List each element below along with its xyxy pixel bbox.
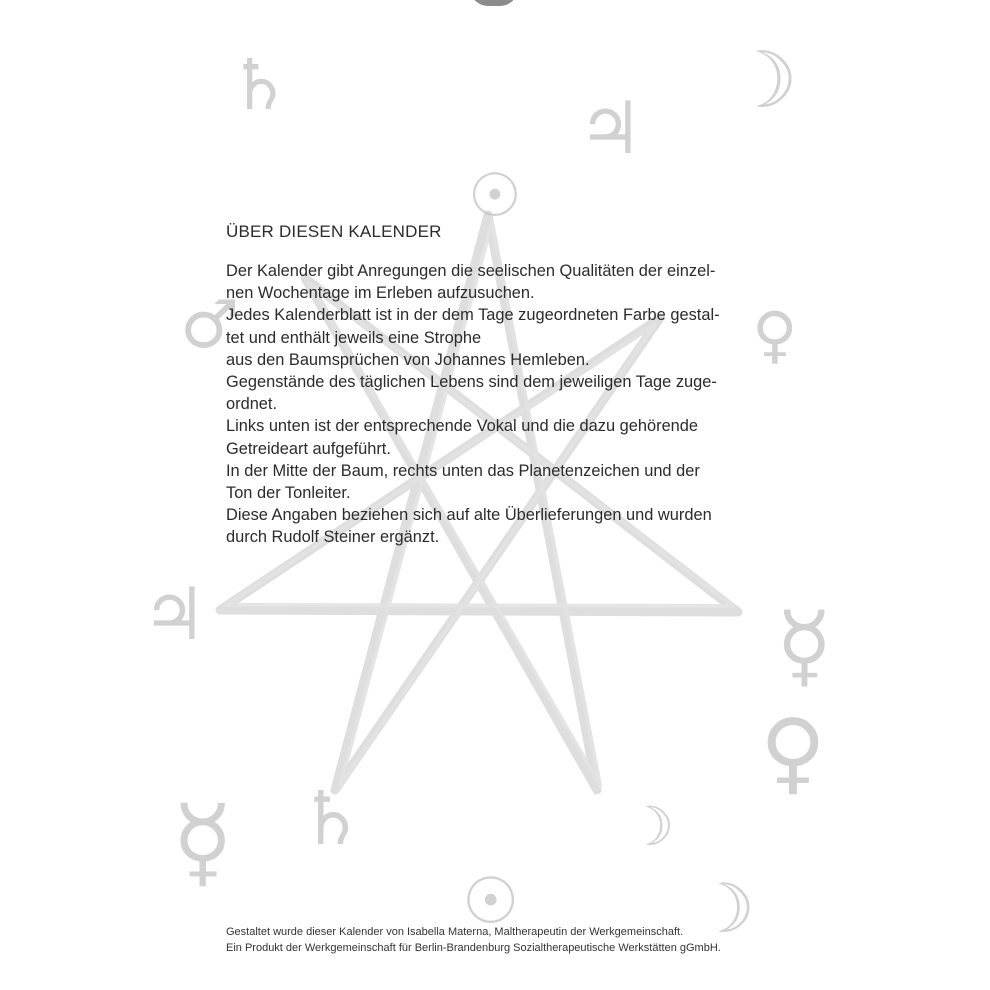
sun-icon: ☉: [468, 161, 522, 231]
body-line: Links unten ist der entsprechende Vokal und die dazu gehörende: [226, 417, 699, 436]
jupiter-icon: ♃: [142, 572, 207, 656]
body-line: ordnet.: [226, 395, 278, 414]
moon-icon: ☽: [694, 870, 755, 949]
body-line: Der Kalender gibt Anregungen die seelischen Qualitäten der einzel-: [226, 262, 716, 280]
mercury-icon: ☿: [172, 783, 234, 900]
moon-icon: ☽: [728, 36, 798, 126]
about-section: [226, 222, 786, 549]
page-title: ÜBER DIESEN KALENDER: [226, 222, 442, 241]
saturn-icon: ♄: [298, 776, 365, 862]
footer-publisher: Ein Produkt der Werkgemeinschaft für Berlin-Brandenburg Sozialtherapeutische Werkstätten gGmbH.: [226, 941, 721, 954]
sun-icon: ☉: [462, 865, 520, 939]
body-line: tet und enthält jeweils eine Strophe: [226, 328, 482, 347]
body-line: Diese Angaben beziehen sich auf alte Überlieferungen und wurden: [226, 506, 712, 525]
body-line: Jedes Kalenderblatt ist in der dem Tage zugeordneten Farbe gestal-: [226, 306, 720, 325]
body-text: [226, 260, 786, 549]
body-line: Getreideart aufgeführt.: [226, 439, 391, 458]
jupiter-icon: ♃: [578, 86, 643, 170]
venus-icon: ♀: [760, 700, 826, 805]
body-line: Gegenstände des täglichen Lebens sind dem jeweiligen Tage zuge-: [226, 373, 717, 392]
saturn-icon: ♄: [228, 44, 291, 126]
mars-icon: ♂: [180, 286, 240, 363]
body-line: Ton der Tonleiter.: [226, 484, 351, 503]
body-line: nen Wochentage im Erleben aufzusuchen.: [226, 284, 535, 303]
body-line: aus den Baumsprüchen von Johannes Hemleben.: [226, 350, 590, 369]
footer: [226, 925, 721, 956]
body-line: In der Mitte der Baum, rechts unten das Planetenzeichen und der: [226, 461, 700, 480]
footer-credit: Gestaltet wurde dieser Kalender von Isabella Materna, Maltherapeutin der Werkgemeinschaft.: [226, 926, 684, 938]
moon-icon: ☽: [626, 795, 675, 858]
body-line: durch Rudolf Steiner ergänzt.: [226, 528, 440, 547]
venus-icon: ♀: [752, 298, 798, 371]
mercury-icon: ☿: [776, 592, 833, 699]
